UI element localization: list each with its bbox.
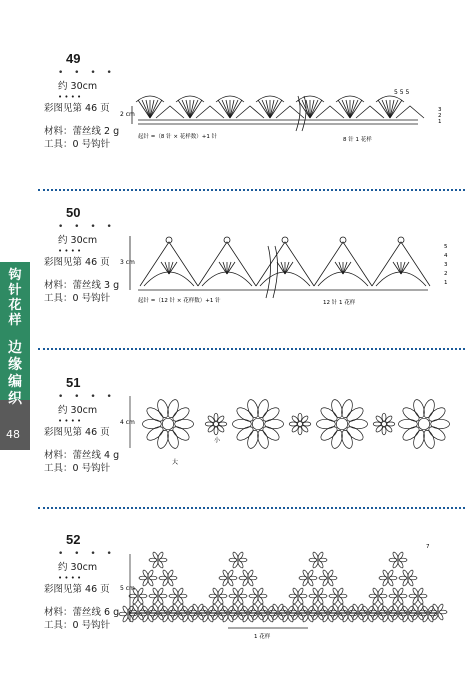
color-ref: 彩图见第 46 页 xyxy=(44,427,110,438)
petal xyxy=(377,587,384,596)
row-label: 1 xyxy=(438,119,442,125)
stitch-stroke xyxy=(182,100,190,118)
material: 材料：蕾丝线 2 g xyxy=(44,126,120,137)
petal xyxy=(345,424,366,443)
petal xyxy=(167,569,174,578)
petal xyxy=(345,405,366,424)
flower-center xyxy=(382,422,387,427)
petal xyxy=(317,419,336,428)
pattern-50-number: 50 xyxy=(66,205,81,220)
chain-v xyxy=(156,106,184,118)
height-label: 2 cm xyxy=(120,111,135,118)
inner-arch xyxy=(376,272,426,286)
stitch-stroke xyxy=(142,100,150,118)
stitch-stroke xyxy=(382,100,390,118)
petal xyxy=(397,551,404,560)
petal xyxy=(417,587,424,596)
stitch-stroke xyxy=(150,100,158,118)
height-label: 5 cm xyxy=(120,585,135,592)
stitch-stroke xyxy=(342,100,350,118)
petal xyxy=(247,569,254,578)
flower-center xyxy=(214,422,219,427)
petal xyxy=(431,419,450,428)
petal xyxy=(349,419,368,428)
inner-arch xyxy=(202,272,252,286)
row-label: 1 xyxy=(444,280,448,286)
petal xyxy=(307,569,314,578)
petal xyxy=(397,587,404,596)
color-ref: 彩图见第 46 页 xyxy=(44,584,110,595)
dot-leader: • • • • xyxy=(58,392,116,402)
petal xyxy=(175,419,194,428)
stitch-stroke xyxy=(390,100,398,118)
petal xyxy=(145,405,166,424)
length: 约 30cm xyxy=(58,235,98,246)
petal xyxy=(437,603,444,612)
color-ref: 彩图见第 46 页 xyxy=(44,257,110,268)
petal xyxy=(147,569,154,578)
material: 材料：蕾丝线 3 g xyxy=(44,280,120,291)
row-label: 2 xyxy=(444,271,448,277)
pattern-51-number: 51 xyxy=(66,375,81,390)
flower-center xyxy=(252,418,263,429)
tool: 工具：0 号钩针 xyxy=(44,463,111,474)
page-number: 48 xyxy=(6,428,20,441)
petal xyxy=(171,405,192,424)
petal xyxy=(327,569,334,578)
row-label: 3 xyxy=(444,262,448,268)
stitch-stroke xyxy=(190,100,198,118)
dot-leader: • • • • xyxy=(58,222,116,232)
side-tab-title: 钩 针 花 样 xyxy=(8,268,22,328)
petal xyxy=(237,587,244,596)
petal xyxy=(145,424,166,443)
flower-center xyxy=(298,422,303,427)
petal xyxy=(265,419,284,428)
pattern-49-info: 约 30cm • • • • 彩图见第 46 页 材料：蕾丝线 2 g 工具：0 号钩针 xyxy=(44,81,120,150)
stitch-stroke xyxy=(262,100,270,118)
petal xyxy=(227,569,234,578)
pattern-52-info: 约 30cm • • • • 彩图见第 46 页 材料：蕾丝线 6 g 工具：0 号钩针 xyxy=(44,562,120,631)
petal xyxy=(427,405,448,424)
inner-arch xyxy=(318,272,368,286)
stitch-stroke xyxy=(310,100,318,118)
separator xyxy=(38,507,465,509)
pattern-50-info: 约 30cm • • • • 彩图见第 46 页 材料：蕾丝线 3 g 工具：0 号钩针 xyxy=(44,235,120,304)
stitch-stroke xyxy=(270,100,278,118)
petal xyxy=(143,419,162,428)
chain-v xyxy=(356,106,384,118)
pattern-52-chart xyxy=(118,542,458,642)
length: 约 30cm xyxy=(58,81,98,92)
petal xyxy=(235,424,256,443)
petal xyxy=(427,424,448,443)
inner-arch xyxy=(260,272,310,286)
row-label: 3 xyxy=(438,107,442,113)
petal xyxy=(319,405,340,424)
petal xyxy=(171,424,192,443)
stitch-stroke xyxy=(222,100,230,118)
petal xyxy=(261,405,282,424)
pattern-49-chart xyxy=(118,86,458,146)
petal xyxy=(297,587,304,596)
petal xyxy=(387,569,394,578)
side-tab-subtitle: 边 缘 编 织 xyxy=(8,340,22,407)
height-label: 3 cm xyxy=(120,259,135,266)
petal xyxy=(217,587,224,596)
tool: 工具：0 号钩针 xyxy=(44,293,111,304)
inner-arch xyxy=(144,272,194,286)
chain-v xyxy=(316,106,344,118)
tool: 工具：0 号钩针 xyxy=(44,620,111,631)
repeat-label: 1 花样 xyxy=(254,634,271,640)
length: 约 30cm xyxy=(58,405,98,416)
separator xyxy=(38,348,465,350)
petal xyxy=(177,587,184,596)
length: 约 30cm xyxy=(58,562,98,573)
petal xyxy=(319,424,340,443)
size-label: 大 xyxy=(172,459,179,466)
size-label: 小 xyxy=(214,437,221,444)
row-label: 5 xyxy=(444,244,448,250)
repeat-label: 8 针 1 花样 xyxy=(343,137,372,143)
petal xyxy=(399,419,418,428)
petal xyxy=(401,405,422,424)
petal xyxy=(257,587,264,596)
stitch-stroke xyxy=(230,100,238,118)
chain-v xyxy=(196,106,224,118)
petal xyxy=(317,587,324,596)
repeat-label: 12 针 1 花样 xyxy=(323,300,356,306)
stitch-stroke xyxy=(350,100,358,118)
petal xyxy=(337,587,344,596)
corner-mark: 7 xyxy=(426,544,430,550)
petal xyxy=(157,551,164,560)
dot-leader: • • • • xyxy=(58,549,116,559)
flower-center xyxy=(336,418,347,429)
petal xyxy=(401,424,422,443)
start-note: 起针 =（12 针 × 花样数）+1 针 xyxy=(138,298,221,304)
pattern-51-info: 约 30cm • • • • 彩图见第 46 页 材料：蕾丝线 4 g 工具：0 号钩针 xyxy=(44,405,120,474)
tool: 工具：0 号钩针 xyxy=(44,139,111,150)
separator xyxy=(38,189,465,191)
petal xyxy=(407,569,414,578)
pattern-49-number: 49 xyxy=(66,51,81,66)
dot-leader: • • • • xyxy=(58,68,116,78)
flower-center xyxy=(162,418,173,429)
row-label: 2 xyxy=(438,113,442,119)
material: 材料：蕾丝线 4 g xyxy=(44,450,120,461)
petal xyxy=(137,587,144,596)
pattern-50-chart xyxy=(118,228,458,310)
material: 材料：蕾丝线 6 g xyxy=(44,607,120,618)
flower-center xyxy=(418,418,429,429)
pattern-52-number: 52 xyxy=(66,532,81,547)
top-marks: 5 5 5 xyxy=(394,89,410,96)
petal xyxy=(235,405,256,424)
petal xyxy=(317,551,324,560)
petal xyxy=(261,424,282,443)
row-label: 4 xyxy=(444,253,448,259)
petal xyxy=(157,587,164,596)
petal xyxy=(237,551,244,560)
chain-v xyxy=(236,106,264,118)
pattern-51-chart xyxy=(118,388,458,470)
start-note: 起针 =（8 针 × 花样数）+1 针 xyxy=(138,134,218,140)
color-ref: 彩图见第 46 页 xyxy=(44,103,110,114)
height-label: 4 cm xyxy=(120,419,135,426)
chain-v xyxy=(396,106,424,118)
petal xyxy=(233,419,252,428)
